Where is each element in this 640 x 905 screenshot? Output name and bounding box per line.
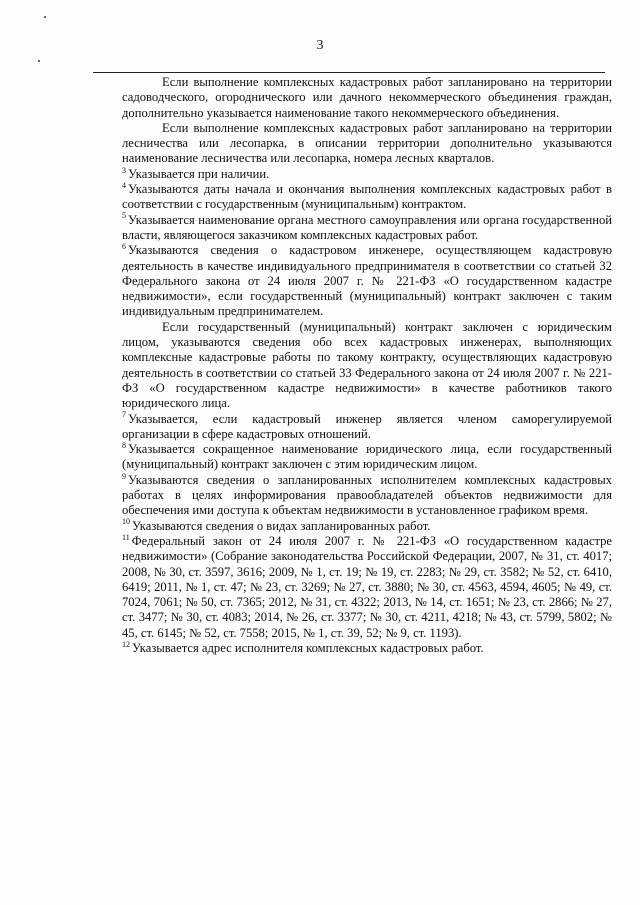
footnote-7 — [122, 412, 612, 443]
footnote-separator — [93, 72, 605, 73]
footnote-text: Указываются сведения о запланированных исполнителем комплексных кадастровых работах в целях информирования правообладателей объектов недвижимости для обеспечения ими доступа к объектам недвижимости в установленное графиком время. — [122, 472, 612, 518]
footnote-text: Указываются сведения о видах запланированных работ. — [132, 518, 431, 533]
footnote-text: Федеральный закон от 24 июля 2007 г. № 221-ФЗ «О государственном кадастре недвижимости» (Собрание законодательства Российской Федерации, 2007, № 31, ст. 4017; 2008, № 30, ст. 3597, 3616; 2009, № 1, ст. 19; № 19, ст. 2283; № 29, ст. 3582; № 52, ст. 6410, 6419; 2011, № 1, ст. 47; № 23, ст. 3269; № 27, ст. 3880; № 30, ст. 4563, 4594, 4605; № 49, ст. 7024, 7061; № 50, ст. 7365; 2012, № 31, ст. 4322; 2013, № 14, ст. 1651; № 23, ст. 2866; № 27, ст. 3477; № 30, ст. 4083; 2014, № 26, ст. 3377; № 30, ст. 4211, 4218; № 43, ст. 5799, 5802; № 45, ст. 6145; № 52, ст. 7558; 2015, № 1, ст. 39, 52; № 9, ст. 1193). — [122, 533, 612, 640]
paragraph-horticultural — [122, 75, 612, 121]
footnote-mark: 3 — [122, 165, 126, 175]
footnote-text: Указывается адрес исполнителя комплексных кадастровых работ. — [132, 640, 484, 655]
paragraph-text: Если выполнение комплексных кадастровых работ запланировано на территории садоводческого, огороднического или дачного некоммерческого объединения граждан, дополнительно указывается наименование такого некоммерческого объединения. — [122, 75, 612, 120]
page-number: 3 — [316, 38, 324, 53]
footnote-8 — [122, 442, 612, 473]
footnote-mark: 11 — [122, 532, 130, 542]
footnote-text: Указываются даты начала и окончания выполнения комплексных кадастровых работ в соответствии с государственным (муниципальным) контрактом. — [122, 182, 612, 212]
footnote-4 — [122, 182, 612, 213]
paragraph-legal-entity — [122, 320, 612, 412]
footnote-10 — [122, 519, 612, 534]
footnote-mark: 4 — [122, 180, 126, 190]
footnote-mark: 12 — [122, 639, 130, 649]
footnote-text: Указывается сокращенное наименование юридического лица, если государственный (муниципальный) контракт заключен с этим юридическим лицом. — [122, 442, 612, 472]
footnote-text: Указывается при наличии. — [128, 166, 270, 181]
footnote-3 — [122, 167, 612, 182]
footnote-5 — [122, 213, 612, 244]
footnote-text: Указывается, если кадастровый инженер является членом саморегулируемой организации в сфере кадастровых отношений. — [122, 411, 612, 441]
footnote-mark: 6 — [122, 242, 126, 252]
footnote-mark: 9 — [122, 471, 126, 481]
paragraph-text: Если государственный (муниципальный) контракт заключен с юридическим лицом, указываются сведения обо всех кадастровых инженерах, выполняющих комплексные кадастровые работы по такому контракту, осуществляющих кадастровую деятельность в соответствии со статьей 33 Федерального закона от 24 июля 2007 г. № 221-ФЗ «О государственном кадастре недвижимости» в качестве работников такого юридического лица. — [122, 319, 612, 411]
footnote-text: Указывается наименование органа местного самоуправления или органа государственной власти, являющегося заказчиком комплексных кадастровых работ. — [122, 212, 612, 242]
footnote-mark: 10 — [122, 517, 130, 527]
footnote-mark: 8 — [122, 440, 126, 450]
footnote-6 — [122, 243, 612, 319]
footnote-9 — [122, 473, 612, 519]
footnote-11 — [122, 534, 612, 641]
footnote-mark: 5 — [122, 211, 126, 221]
scan-speck — [38, 60, 40, 62]
scan-speck — [44, 16, 46, 18]
paragraph-forestry — [122, 121, 612, 167]
footnote-12 — [122, 641, 612, 656]
document-body — [122, 75, 612, 656]
paragraph-text: Если выполнение комплексных кадастровых работ запланировано на территории лесничества или лесопарка, в описании территории дополнительно указываются наименование лесничества или лесопарка, номера лесных кварталов. — [122, 120, 612, 166]
footnote-mark: 7 — [122, 410, 126, 420]
footnote-text: Указываются сведения о кадастровом инженере, осуществляющем кадастровую деятельность в качестве индивидуального предпринимателя в соответствии со статьей 32 Федерального закона от 24 июля 2007 г. № 221-ФЗ «О государственном кадастре недвижимости», если государственный (муниципальный) контракт заключен с таким индивидуальным предпринимателем. — [122, 243, 612, 319]
